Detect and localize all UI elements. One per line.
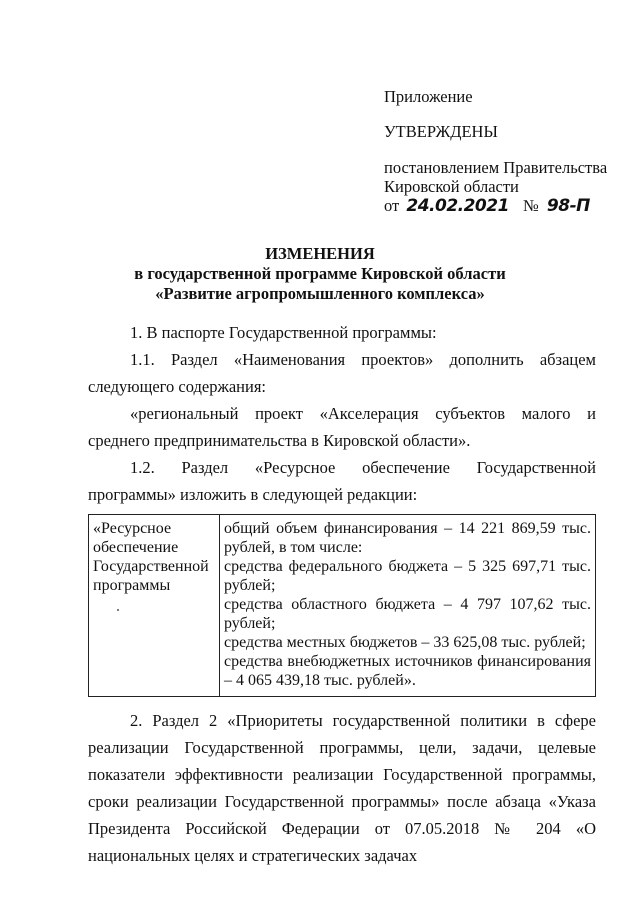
- appendix-label: Приложение: [384, 87, 473, 106]
- table-cell-values: [220, 515, 596, 697]
- paragraph-3: «региональный проект «Акселерация субъектов малого и среднего предпринимательства в Кировской области».: [88, 404, 596, 450]
- approved-label: УТВЕРЖДЕНЫ: [384, 122, 498, 141]
- handwritten-date: 24.02.2021: [406, 196, 509, 216]
- table-row: [89, 515, 596, 697]
- date-number-row: [384, 196, 607, 216]
- paragraph-1: 1. В паспорте Государственной программы:: [130, 323, 437, 342]
- scan-speck: [117, 609, 119, 611]
- resources-table: [88, 514, 596, 697]
- title-line-2: в государственной программе Кировской области: [134, 264, 506, 283]
- paragraph-2: 1.1. Раздел «Наименования проектов» дополнить абзацем следующего содержания:: [88, 350, 596, 396]
- title-line-1: ИЗМЕНЕНИЯ: [265, 244, 375, 263]
- body-text: [88, 319, 596, 869]
- paragraph-4: 1.2. Раздел «Ресурсное обеспечение Государственной программы» изложить в следующей редакции:: [88, 458, 596, 504]
- number-prefix: №: [523, 196, 539, 215]
- resolution-line-2: Кировской области: [384, 177, 519, 196]
- handwritten-number: 98-П: [546, 196, 590, 216]
- approval-block: [384, 87, 607, 216]
- paragraph-5: 2. Раздел 2 «Приоритеты государственной политики в сфере реализации Государственной программы, цели, задачи, целевые показатели эффективности реализации Государственной программы, сроки реализации Государственной программы» после абзаца «Указа Президента Российской Федерации от 07.05.2018 № 204 «О национальных целях и стратегических задачах: [88, 711, 596, 865]
- total-financing: общий объем финансирования – 14 221 869,59 тыс. рублей, в том числе:: [224, 520, 591, 556]
- document-title: [0, 244, 640, 304]
- federal-budget: средства федерального бюджета – 5 325 697,71 тыс. рублей;: [224, 558, 591, 594]
- title-line-3: «Развитие агропромышленного комплекса»: [155, 284, 485, 303]
- regional-budget: средства областного бюджета – 4 797 107,62 тыс. рублей;: [224, 596, 591, 632]
- extrabudgetary-sources: средства внебюджетных источников финансирования – 4 065 439,18 тыс. рублей».: [224, 653, 591, 689]
- local-budgets: средства местных бюджетов – 33 625,08 тыс. рублей;: [224, 634, 586, 651]
- date-prefix: от: [384, 196, 400, 215]
- resolution-line-1: постановлением Правительства: [384, 158, 608, 177]
- table-cell-label: «Ресурсное обеспечение Государственной программы: [89, 515, 220, 697]
